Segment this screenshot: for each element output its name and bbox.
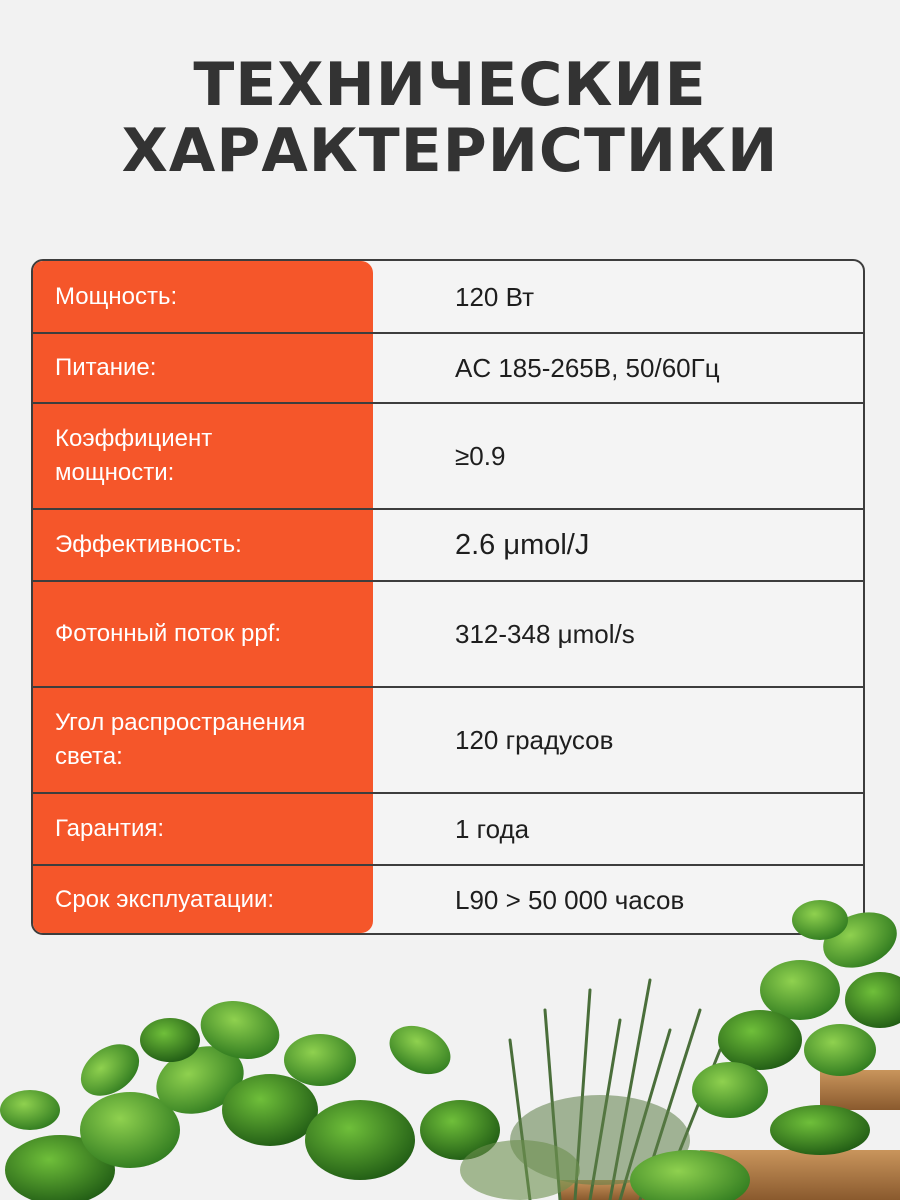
spec-label: Фотонный поток ppf: bbox=[55, 620, 282, 647]
spec-value: 1 года bbox=[455, 814, 530, 844]
spec-value: 2.6 μmol/J bbox=[455, 529, 590, 561]
spec-value: AC 185-265В, 50/60Гц bbox=[455, 353, 720, 383]
spec-label: Гарантия: bbox=[55, 815, 165, 842]
spec-row-warranty bbox=[33, 793, 863, 865]
spec-label: Мощность: bbox=[55, 283, 178, 310]
basil-left bbox=[0, 993, 500, 1200]
potted-herbs-image bbox=[0, 880, 900, 1200]
spec-row-beam-angle bbox=[33, 687, 863, 793]
spec-label: Питание: bbox=[55, 354, 157, 381]
spec-label: Коэффициент мощности: bbox=[55, 425, 213, 486]
spec-value: 120 Вт bbox=[455, 282, 534, 312]
page-title bbox=[0, 52, 900, 184]
spec-row-power bbox=[33, 261, 863, 333]
spec-value: 120 градусов bbox=[455, 725, 614, 755]
spec-value: ≥0.9 bbox=[455, 441, 506, 471]
spec-row-power-factor bbox=[33, 403, 863, 509]
spec-value: L90 > 50 000 часов bbox=[455, 885, 685, 915]
spec-label: Угол распространения света: bbox=[55, 709, 306, 770]
spec-label: Эффективность: bbox=[55, 531, 242, 558]
spec-value: 312-348 μmol/s bbox=[455, 619, 635, 649]
spec-label: Срок эксплуатации: bbox=[55, 886, 275, 913]
spec-row-efficiency bbox=[33, 509, 863, 581]
spec-row-photon-flux bbox=[33, 581, 863, 687]
spec-row-supply bbox=[33, 333, 863, 403]
specs-table bbox=[31, 259, 865, 935]
title-line-2: ХАРАКТЕРИСТИКИ bbox=[121, 116, 779, 186]
crate-shape bbox=[820, 1070, 900, 1110]
title-line-1: ТЕХНИЧЕСКИЕ bbox=[193, 50, 707, 120]
rosemary-foliage bbox=[460, 1140, 580, 1200]
